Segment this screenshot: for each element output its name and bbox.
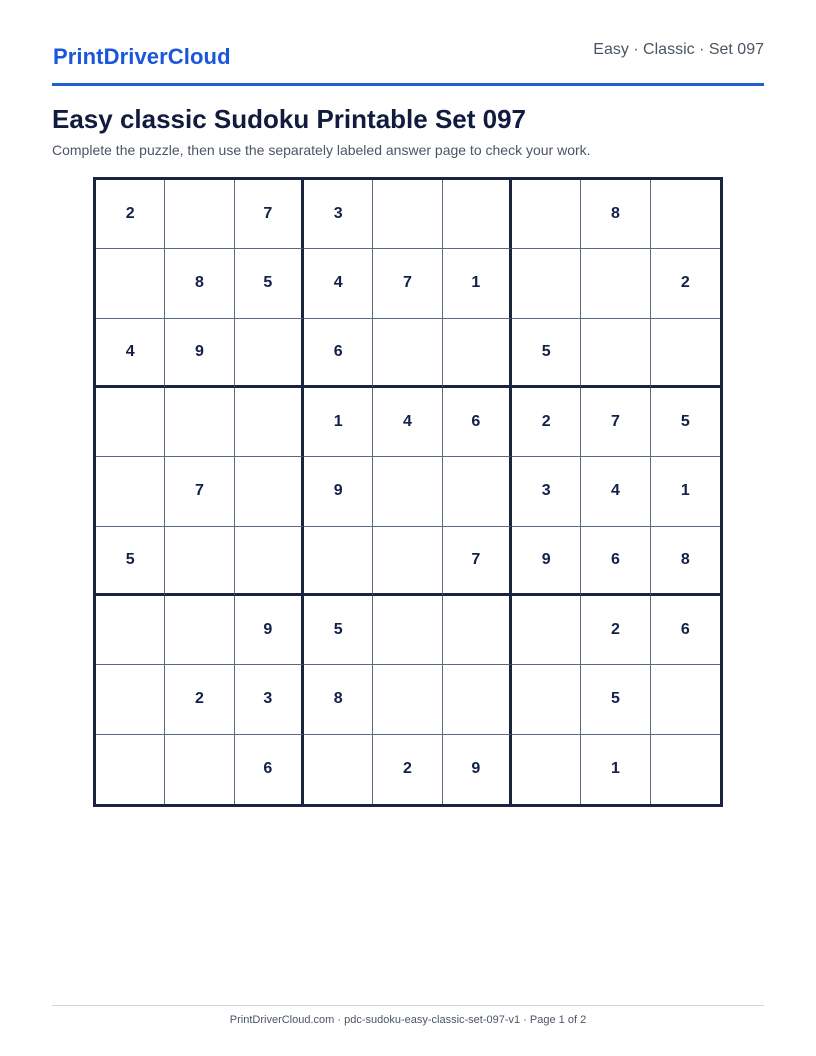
- footer-divider: [52, 1005, 764, 1006]
- sudoku-cell: 7: [165, 457, 234, 526]
- sudoku-cell: 5: [304, 596, 373, 665]
- sudoku-cell: [651, 665, 720, 734]
- sudoku-cell: 9: [304, 457, 373, 526]
- sudoku-cell: 6: [235, 735, 304, 804]
- sudoku-cell: 9: [512, 527, 581, 596]
- sudoku-cell: [512, 665, 581, 734]
- sudoku-cell: 2: [512, 388, 581, 457]
- sudoku-cell: [165, 388, 234, 457]
- sudoku-cell: 5: [581, 665, 650, 734]
- sudoku-cell: [373, 319, 442, 388]
- sudoku-cell: [512, 249, 581, 318]
- sudoku-cell: [96, 388, 165, 457]
- sudoku-cell: 5: [235, 249, 304, 318]
- sudoku-cell: [651, 319, 720, 388]
- sudoku-cell: [443, 457, 512, 526]
- sudoku-cell: 8: [304, 665, 373, 734]
- sudoku-cell: [373, 596, 442, 665]
- sudoku-cell: [235, 388, 304, 457]
- sudoku-cell: 6: [651, 596, 720, 665]
- sudoku-cell: 1: [651, 457, 720, 526]
- sudoku-cell: [373, 457, 442, 526]
- sudoku-cell: [165, 527, 234, 596]
- sudoku-cell: [235, 457, 304, 526]
- sudoku-cell: [443, 665, 512, 734]
- sudoku-cell: [96, 249, 165, 318]
- header-divider: [52, 83, 764, 86]
- sudoku-cell: [443, 180, 512, 249]
- sudoku-cell: [512, 735, 581, 804]
- sudoku-cell: 7: [443, 527, 512, 596]
- sudoku-cell: 5: [651, 388, 720, 457]
- sudoku-cell: 1: [581, 735, 650, 804]
- puzzle-meta: Easy · Classic · Set 097: [593, 41, 764, 58]
- sudoku-cell: [651, 180, 720, 249]
- sudoku-cell: [96, 735, 165, 804]
- sudoku-cell: 9: [235, 596, 304, 665]
- sudoku-cell: [373, 180, 442, 249]
- sudoku-cell: 3: [235, 665, 304, 734]
- sudoku-cell: 6: [443, 388, 512, 457]
- sudoku-cell: 1: [304, 388, 373, 457]
- sudoku-cell: 4: [96, 319, 165, 388]
- sudoku-cell: 9: [443, 735, 512, 804]
- sudoku-cell: 7: [581, 388, 650, 457]
- sudoku-cell: 3: [512, 457, 581, 526]
- brand-logo: PrintDriverCloud: [53, 44, 231, 69]
- sudoku-cell: 8: [165, 249, 234, 318]
- sudoku-cell: [235, 527, 304, 596]
- sudoku-cell: 2: [581, 596, 650, 665]
- sudoku-cell: 2: [651, 249, 720, 318]
- sudoku-cell: 9: [165, 319, 234, 388]
- sudoku-cell: [165, 596, 234, 665]
- sudoku-cell: [235, 319, 304, 388]
- sudoku-cell: 7: [235, 180, 304, 249]
- sudoku-cell: [373, 665, 442, 734]
- sudoku-cell: 6: [581, 527, 650, 596]
- sudoku-cell: [443, 319, 512, 388]
- sudoku-cell: 7: [373, 249, 442, 318]
- sudoku-cell: [373, 527, 442, 596]
- sudoku-cell: [651, 735, 720, 804]
- sudoku-cell: [96, 596, 165, 665]
- sudoku-cell: 2: [373, 735, 442, 804]
- sudoku-cell: 5: [96, 527, 165, 596]
- sudoku-cell: 4: [373, 388, 442, 457]
- sudoku-cell: 2: [165, 665, 234, 734]
- sudoku-cell: [512, 596, 581, 665]
- sudoku-cell: 2: [96, 180, 165, 249]
- sudoku-cell: [96, 665, 165, 734]
- page-footer: PrintDriverCloud.com · pdc-sudoku-easy-classic-set-097-v1 · Page 1 of 2: [229, 1014, 587, 1026]
- sudoku-cell: 6: [304, 319, 373, 388]
- sudoku-cell: 1: [443, 249, 512, 318]
- sudoku-cell: [443, 596, 512, 665]
- sudoku-cell: 3: [304, 180, 373, 249]
- sudoku-cell: [165, 735, 234, 804]
- sudoku-cell: 8: [651, 527, 720, 596]
- sudoku-cell: [304, 527, 373, 596]
- sudoku-cell: [96, 457, 165, 526]
- sudoku-cell: [512, 180, 581, 249]
- page-title: Easy classic Sudoku Printable Set 097: [52, 104, 527, 134]
- sudoku-cell: 5: [512, 319, 581, 388]
- sudoku-cell: [581, 319, 650, 388]
- sudoku-cell: 8: [581, 180, 650, 249]
- sudoku-cell: 4: [581, 457, 650, 526]
- page-subtitle: Complete the puzzle, then use the separately labeled answer page to check your work.: [52, 142, 591, 158]
- sudoku-cell: [581, 249, 650, 318]
- sudoku-cell: [304, 735, 373, 804]
- sudoku-cell: [165, 180, 234, 249]
- sudoku-cell: 4: [304, 249, 373, 318]
- sudoku-grid: [93, 177, 723, 807]
